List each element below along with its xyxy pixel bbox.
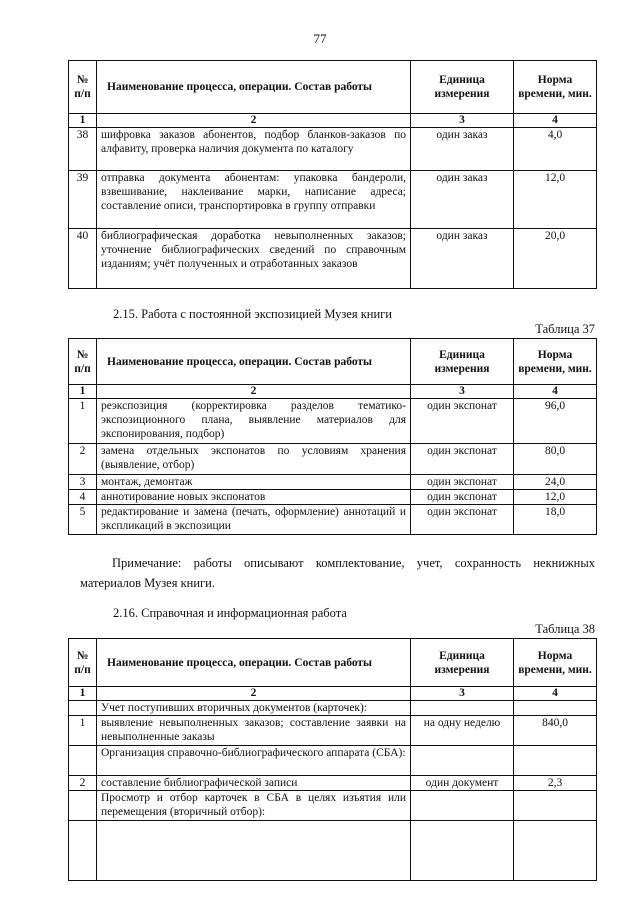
col-number: 2 (97, 687, 411, 701)
header-name: Наименование процесса, операции. Состав работы (97, 339, 411, 385)
table-row (69, 128, 597, 171)
row-desc: Просмотр и отбор карточек в СБА в целях изъятия или перемещения (вторичный отбор): (97, 791, 411, 821)
row-unit: один экспонат (411, 444, 514, 475)
row-desc: библиографическая доработка невыполненных заказов; уточнение библиографических сведений по справочным изданиям; учёт полученных и отработанных заказов (97, 229, 411, 289)
norms-table-continued (68, 60, 597, 289)
table-row (69, 490, 597, 505)
table-row (69, 229, 597, 289)
empty-cell (97, 821, 411, 881)
empty-cell (69, 821, 97, 881)
row-norm: 12,0 (514, 171, 597, 229)
row-unit: один заказ (411, 128, 514, 171)
table-row (69, 701, 597, 716)
row-desc: составление библиографической записи (97, 776, 411, 791)
col-number: 2 (97, 114, 411, 128)
table-37 (68, 338, 597, 535)
header-name: Наименование процесса, операции. Состав работы (97, 639, 411, 687)
header-norm: Норма времени, мин. (514, 61, 597, 114)
table-38-label: Таблица 38 (535, 622, 595, 636)
row-num: 39 (69, 171, 97, 229)
col-number: 1 (69, 385, 97, 399)
header-name: Наименование процесса, операции. Состав работы (97, 61, 411, 114)
header-num: № п/п (69, 639, 97, 687)
header-norm: Норма времени, мин. (514, 339, 597, 385)
row-desc: аннотирование новых экспонатов (97, 490, 411, 505)
empty-cell (514, 821, 597, 881)
row-unit: на одну неделю (411, 716, 514, 746)
table-row (69, 791, 597, 821)
row-unit: один экспонат (411, 505, 514, 535)
table-row (69, 746, 597, 776)
col-number: 4 (514, 385, 597, 399)
column-number-row (69, 385, 597, 399)
header-num: № п/п (69, 61, 97, 114)
row-norm (514, 791, 597, 821)
row-num: 2 (69, 776, 97, 791)
col-number: 4 (514, 114, 597, 128)
table-row (69, 475, 597, 490)
table-row (69, 399, 597, 444)
row-num: 40 (69, 229, 97, 289)
row-unit: один заказ (411, 229, 514, 289)
row-desc: замена отдельных экспонатов по условиям хранения (выявление, отбор) (97, 444, 411, 475)
section-title-2-16: 2.16. Справочная и информационная работа (113, 606, 347, 620)
row-num: 38 (69, 128, 97, 171)
row-norm (514, 701, 597, 716)
row-desc: редактирование и замена (печать, оформление) аннотаций и экспликаций в экспозиции (97, 505, 411, 535)
header-num: № п/п (69, 339, 97, 385)
row-norm: 24,0 (514, 475, 597, 490)
header-unit: Единица измерения (411, 639, 514, 687)
col-number: 1 (69, 114, 97, 128)
table-row (69, 171, 597, 229)
row-unit (411, 791, 514, 821)
table-row (69, 444, 597, 475)
table-header-row (69, 639, 597, 687)
header-norm: Норма времени, мин. (514, 639, 597, 687)
table-header-row (69, 339, 597, 385)
row-norm: 80,0 (514, 444, 597, 475)
page-number: 77 (313, 31, 327, 46)
row-unit: один экспонат (411, 475, 514, 490)
row-num: 2 (69, 444, 97, 475)
row-unit (411, 701, 514, 716)
col-number: 4 (514, 687, 597, 701)
col-number: 3 (411, 385, 514, 399)
row-num: 5 (69, 505, 97, 535)
row-unit (411, 746, 514, 776)
table-37-label: Таблица 37 (535, 322, 595, 336)
row-norm: 20,0 (514, 229, 597, 289)
column-number-row (69, 687, 597, 701)
table-header-row (69, 61, 597, 114)
row-unit: один заказ (411, 171, 514, 229)
row-unit: один экспонат (411, 490, 514, 505)
row-norm: 96,0 (514, 399, 597, 444)
row-desc: отправка документа абонентам: упаковка бандероли, взвешивание, наклеивание марки, написание адреса; составление описи, транспортировка в группу отправки (97, 171, 411, 229)
empty-cell (411, 821, 514, 881)
row-norm: 840,0 (514, 716, 597, 746)
row-desc: Организация справочно-библиографического аппарата (СБА): (97, 746, 411, 776)
row-norm (514, 746, 597, 776)
row-desc: выявление невыполненных заказов; составление заявки на невыполненные заказы (97, 716, 411, 746)
row-num (69, 701, 97, 716)
header-unit: Единица измерения (411, 339, 514, 385)
row-num (69, 746, 97, 776)
table-38 (68, 638, 597, 881)
row-norm: 12,0 (514, 490, 597, 505)
table-row (69, 716, 597, 746)
row-num: 3 (69, 475, 97, 490)
header-unit: Единица измерения (411, 61, 514, 114)
row-num (69, 791, 97, 821)
row-norm: 2,3 (514, 776, 597, 791)
section-title-2-15: 2.15. Работа с постоянной экспозицией Музея книги (113, 307, 392, 321)
row-unit: один экспонат (411, 399, 514, 444)
row-desc: шифровка заказов абонентов, подбор бланков-заказов по алфавиту, проверка наличия документа по каталогу (97, 128, 411, 171)
row-num: 4 (69, 490, 97, 505)
row-desc: реэкспозиция (корректировка разделов тематико-экспозиционного плана, выявление материалов для экспонирования, подбор) (97, 399, 411, 444)
column-number-row (69, 114, 597, 128)
row-unit: один документ (411, 776, 514, 791)
col-number: 2 (97, 385, 411, 399)
table-row-empty (69, 821, 597, 881)
note-paragraph: Примечание: работы описывают комплектование, учет, сохранность некнижных материалов Музея книги. (80, 556, 595, 590)
table-row (69, 505, 597, 535)
table-row (69, 776, 597, 791)
col-number: 1 (69, 687, 97, 701)
row-norm: 4,0 (514, 128, 597, 171)
row-num: 1 (69, 716, 97, 746)
row-norm: 18,0 (514, 505, 597, 535)
row-num: 1 (69, 399, 97, 444)
row-desc: монтаж, демонтаж (97, 475, 411, 490)
row-desc: Учет поступивших вторичных документов (карточек): (97, 701, 411, 716)
col-number: 3 (411, 114, 514, 128)
col-number: 3 (411, 687, 514, 701)
